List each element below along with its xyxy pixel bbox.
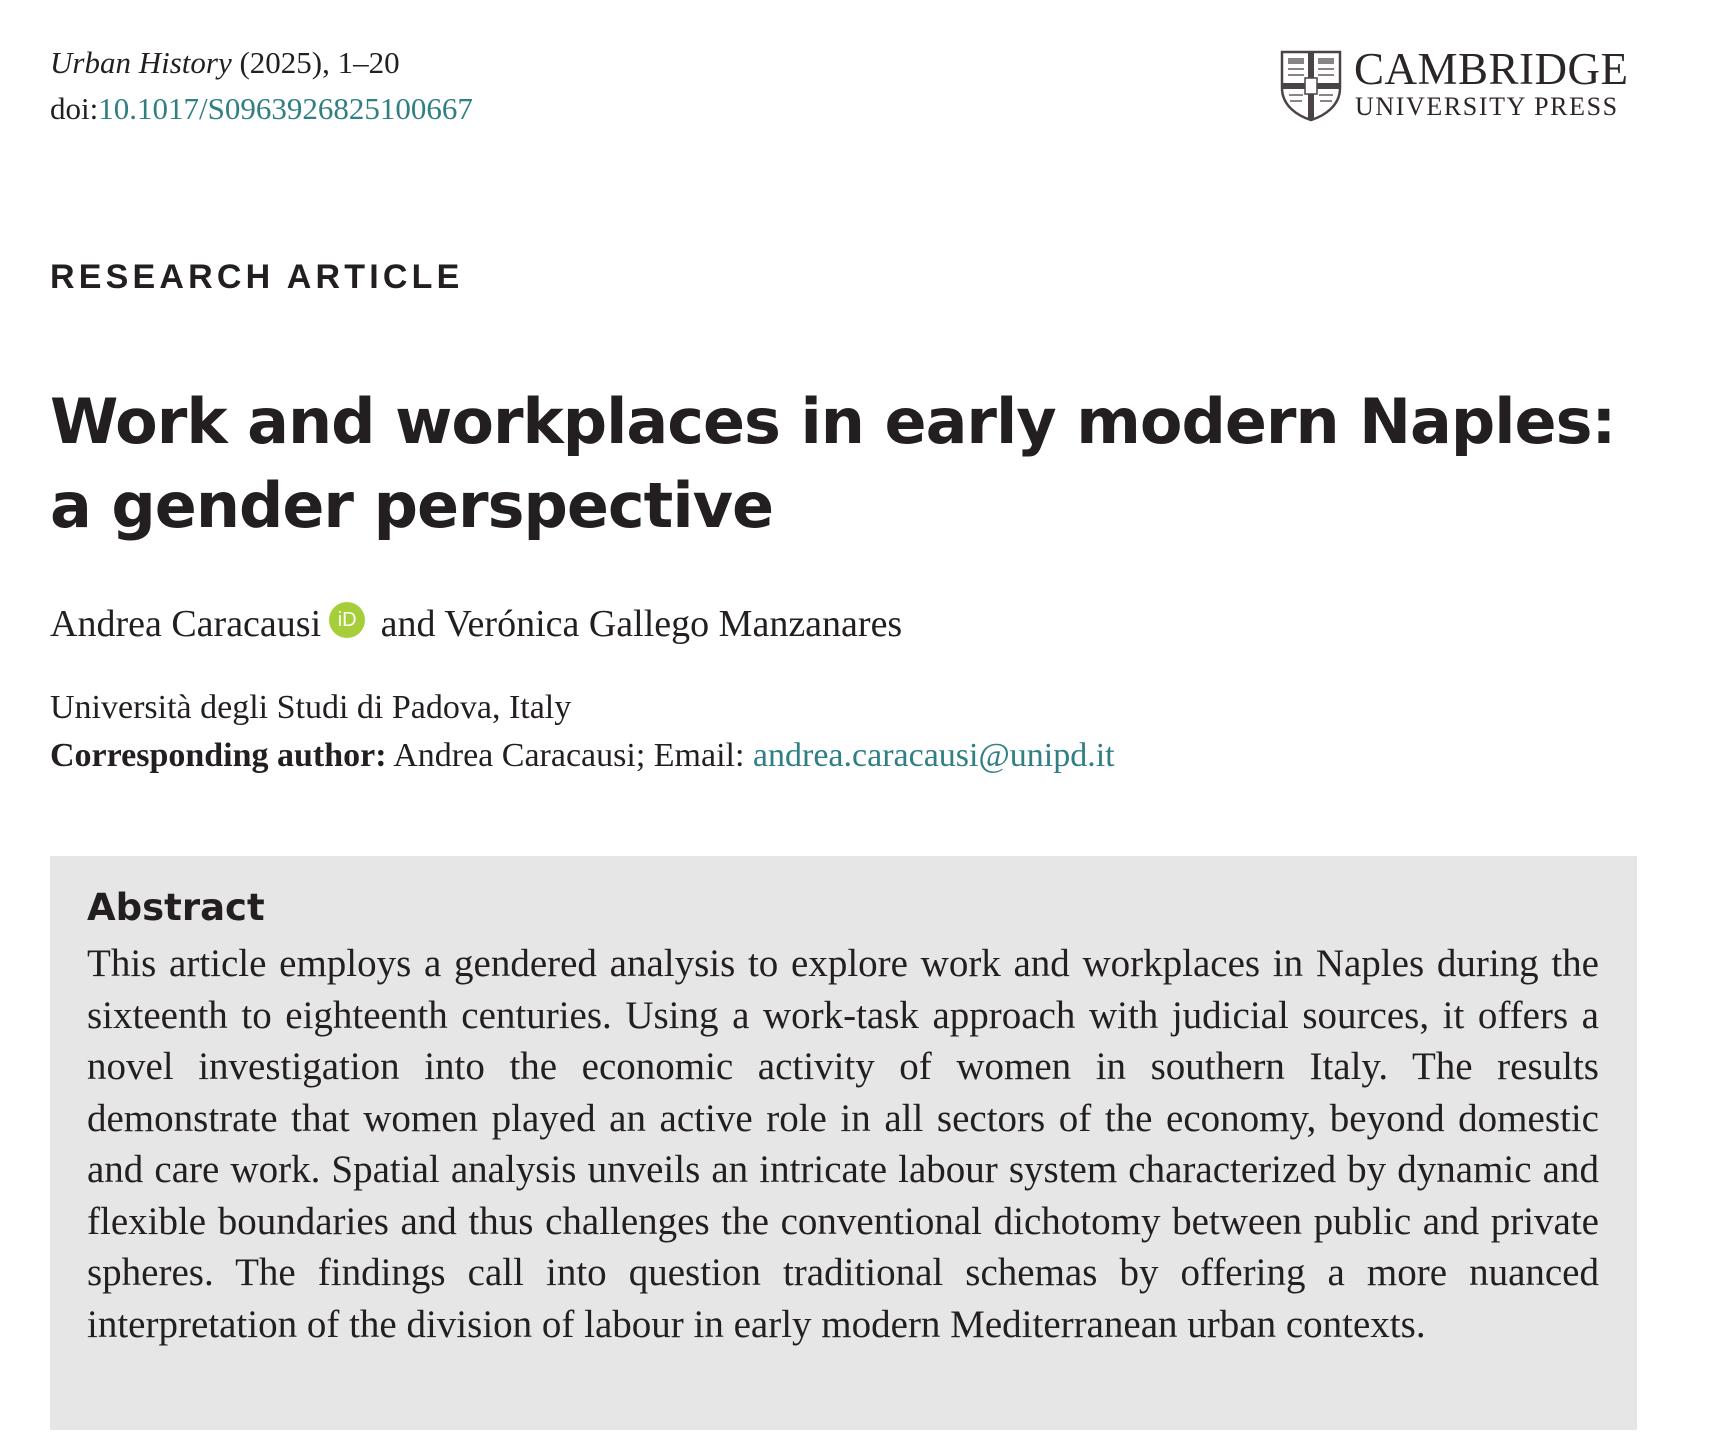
doi-line <box>50 86 473 132</box>
article-type-label: RESEARCH ARTICLE <box>50 258 464 296</box>
journal-citation <box>50 40 473 132</box>
doi-link[interactable]: 10.1017/S0963926825100667 <box>98 91 473 126</box>
author-name[interactable]: Verónica Gallego Manzanares <box>444 603 903 645</box>
abstract-text: This article employs a gendered analysis to explore work and workplaces in Naples during the sixteenth to eighteenth centuries. Using a work-task approach with judicial sources, it offers a novel investigation into the economic activity of women in southern Italy. The results demonstrate that women played an active role in all sectors of the economy, beyond domestic and care work. Spatial analysis unveils an intricate labour system characterized by dynamic and flexible boundaries and thus challenges the conventional dichotomy between public and private spheres. The findings call into question traditional schemas by offering a more nuanced interpretation of the division of labour in early modern Mediterranean urban contexts. <box>87 942 1599 1346</box>
corresponding-label: Corresponding author: <box>50 737 387 774</box>
publisher-logo <box>1280 44 1640 125</box>
author-connector: and <box>371 603 445 645</box>
corresponding-author <box>50 732 1115 780</box>
doi-prefix: doi: <box>50 91 99 126</box>
publisher-name: CAMBRIDGE <box>1354 44 1629 94</box>
journal-name-line <box>50 40 473 86</box>
publisher-subname: UNIVERSITY PRESS <box>1355 92 1619 121</box>
journal-year-pages: (2025), 1–20 <box>231 45 400 80</box>
article-title: Work and workplaces in early modern Naples: a gender perspective <box>50 385 1616 542</box>
author-list <box>50 600 902 648</box>
corresponding-text: Andrea Caracausi; Email: <box>386 737 753 774</box>
email-link[interactable]: andrea.caracausi@unipd.it <box>752 737 1115 774</box>
cambridge-shield-icon <box>1280 50 1342 122</box>
author-affiliation: Università degli Studi di Padova, Italy <box>50 689 572 726</box>
journal-name: Urban History <box>50 45 232 80</box>
orcid-icon[interactable]: iD <box>329 602 365 638</box>
abstract-section <box>50 856 1637 1430</box>
abstract-heading: Abstract <box>87 886 265 929</box>
author-name[interactable]: Andrea Caracausi <box>50 603 322 645</box>
